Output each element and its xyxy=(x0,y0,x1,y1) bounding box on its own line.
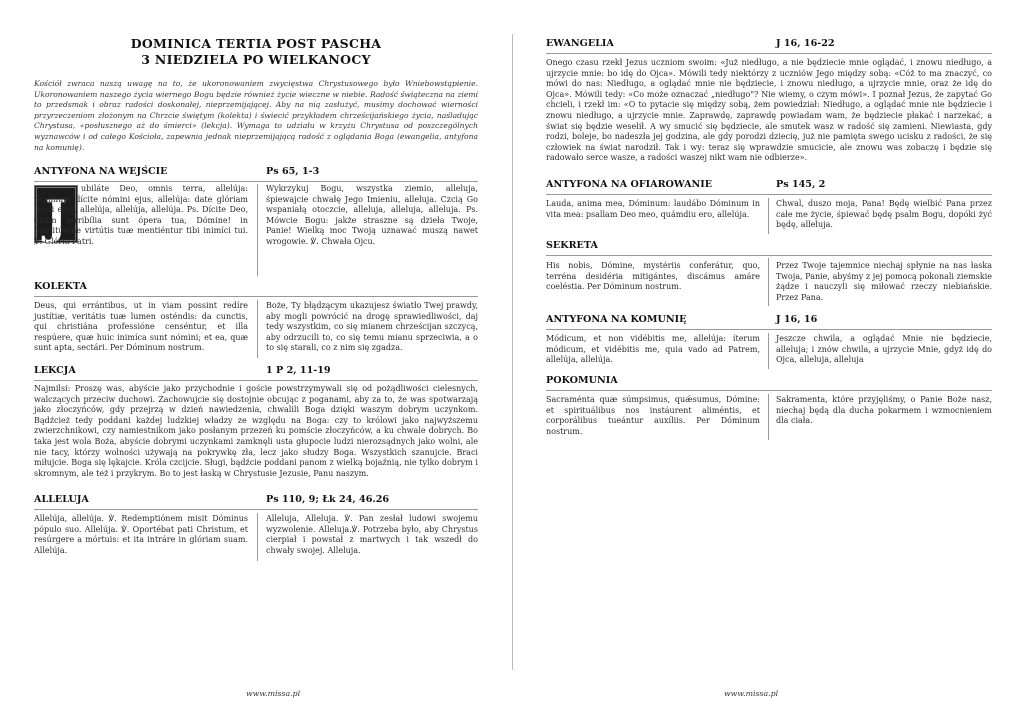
alleluia-polish: Alleluja, Alleluja. ℣. Pan zesłał ludowi swojemu wyzwolenie. Alleluja.℣. Potrzeba było, aby Chrystus cierpiał i powstał z martwych i tak wszedł do chwały swojej. Alleluja. xyxy=(266,514,478,555)
postcommunion-heading: POKOMUNIA xyxy=(546,375,618,386)
column-divider xyxy=(257,513,258,561)
offertory-ref: Ps 145, 2 xyxy=(776,179,826,190)
divider xyxy=(546,329,992,330)
footer-link[interactable]: www.missa.pl xyxy=(246,689,301,698)
divider xyxy=(34,296,478,297)
offertory-heading: ANTYFONA NA OFIAROWANIE xyxy=(546,179,713,190)
collect-heading: KOLEKTA xyxy=(34,281,87,292)
gospel-heading: EWANGELIA xyxy=(546,38,614,49)
communion-heading: ANTYFONA NA KOMUNIĘ xyxy=(546,314,687,325)
footer-link[interactable]: www.missa.pl xyxy=(724,689,779,698)
column-divider xyxy=(768,198,769,234)
secret-polish: Przez Twoje tajemnice niechaj spłynie na nas łaska Twoja, Panie, abyśmy z jej pomocą pokonali ziemskie żądze i nauczyli się miłować rzeczy niebiańskie. Przez Pana. xyxy=(776,261,992,302)
introit-latin: ubiláte Deo, omnis terra, allelúja: psalmum dícite nómini ejus, allelúja: date glóriam laudi ejus, allelúja, allelúja, allelúja. Ps. Dícite Deo, quam terribília sunt ópera tua, Dómine! in multitúdine virtútis tuæ mentiéntur tibi inimíci tui. ℣. Glória Patri. xyxy=(34,184,248,246)
secret-latin: His nobis, Dómine, mystériis conferátur, quo, terréna desidéria mitigántes, discámus amáre coeléstia. Per Dóminum nostrum. xyxy=(546,261,760,292)
divider xyxy=(546,390,992,391)
right-page xyxy=(512,0,1024,724)
alleluia-heading: ALLELUJA xyxy=(34,494,89,505)
postcommunion-latin: Sacraménta quæ súmpsimus, quǽsumus, Dómine: et spirituálibus nos instáurent aliméntis, et corporálibus tueántur auxíliis. Per Dóminum nostrum. xyxy=(546,395,760,436)
divider xyxy=(34,509,478,510)
divider xyxy=(34,380,478,381)
divider xyxy=(546,194,992,195)
decorated-initial-icon: J xyxy=(34,185,78,243)
offertory-polish: Chwal, duszo moja, Pana! Będę wielbić Pana przez całe me życie, śpiewać będę psalm Bogu, dopóki żyć będę, alleluja. xyxy=(776,199,992,230)
column-divider xyxy=(768,333,769,369)
secret-heading: SEKRETA xyxy=(546,240,598,251)
lesson-ref: 1 P 2, 11-19 xyxy=(266,365,331,376)
collect-polish: Boże, Ty błądzącym ukazujesz światło Twej prawdy, aby mogli powrócić na drogę sprawiedliwości, daj tedy wszystkim, co się mianem chrześcijan szczycą, aby odrzucili to, co się temu mianu sprzeciwia, a o to się starali, co z nim się zgadza. xyxy=(266,301,478,353)
communion-latin: Módicum, et non vidébitis me, allelúja: íterum módicum, et vidébitis me, quia vado ad Patrem, allelúja, allelúja. xyxy=(546,334,760,365)
divider xyxy=(546,255,992,256)
collect-latin: Deus, qui errántibus, ut in viam possint redíre justítiæ, veritátis tuæ lumen osténdis: da cunctis, qui christiána professióne censéntur, et illa respúere, quæ huic inimíca sunt nómini; et ea, quæ sunt apta, sectári. Per Dóminum nostrum. xyxy=(34,301,248,353)
column-divider xyxy=(768,258,769,306)
column-divider xyxy=(257,184,258,276)
divider xyxy=(546,53,992,54)
column-divider xyxy=(768,394,769,440)
divider xyxy=(34,181,478,182)
column-divider xyxy=(257,300,258,358)
lesson-heading: LEKCJA xyxy=(34,365,76,376)
gospel-ref: J 16, 16-22 xyxy=(776,38,835,49)
offertory-latin: Lauda, anima mea, Dóminum: laudábo Dóminum in vita mea: psallam Deo meo, quámdiu ero, allelúja. xyxy=(546,199,760,219)
introit-ref: Ps 65, 1-3 xyxy=(266,166,320,177)
gospel-text: Onego czasu rzekł Jezus uczniom swoim: «Już niedługo, a nie będziecie mnie oglądać, i znowu niedługo, a ujrzycie mnie: bo idę do Ojca». Mówili tedy niektórzy z uczniów Jego między sobą: «Cóż to ma znaczyć, co mówi do nas: Niedługo, a oglądać mnie nie będziecie, i znowu niedługo, a ujrzycie mnie, oraz że idę do Ojca». Mówili tedy: «Co może oznaczać „niedługo"? Nie wiemy, o czym mówi». I poznał Jezus, że zapytać Go chcieli, i rzekł im: «O to pytacie się między sobą, żem powiedział: Niedługo, a oglądać mnie nie będziecie i znowu niedługo, a ujrzycie mnie. Zaprawdę, zaprawdę powiadam wam, że będziecie płakać i narzekać, a świat się będzie weselił. A wy smucić się będziecie, ale smutek wasz w radość się zamieni. Niewiasta, gdy rodzi, boleje, bo nadeszła jej godzina, ale gdy porodzi dziecię, już nie pamięta swego ucisku z radości, że się człowiek na świat narodził. Tak i wy: teraz się wprawdzie smucicie, ale znowu was zobaczę i będzie się radowało serce wasze, a radości waszej nikt wam nie odbierze». xyxy=(546,58,992,163)
page-title: DOMINICA TERTIA POST PASCHA xyxy=(130,36,382,51)
communion-ref: J 16, 16 xyxy=(776,314,818,325)
communion-polish: Jeszcze chwila, a oglądać Mnie nie będziecie, alleluja; i znów chwila, a ujrzycie Mnie, gdyż idę do Ojca, alleluja, alleluja xyxy=(776,334,992,365)
postcommunion-polish: Sakramenta, które przyjęliśmy, o Panie Boże nasz, niechaj będą dla ducha pokarmem i wzmocnieniem dla ciała. xyxy=(776,395,992,426)
introit-polish: Wykrzykuj Bogu, wszystka ziemio, alleluja, śpiewajcie chwałę Jego Imieniu, alleluja. Czcią Go wspaniałą otoczcie, alleluja, alleluja, alleluja. Ps. Mówcie Bogu: jakże straszne są dzieła Twoje, Panie! Wielką moc Twoją uznawać muszą nawet wrogowie. ℣. Chwała Ojcu. xyxy=(266,184,478,246)
alleluia-latin: Allelúja, allelúja. ℣. Redemptiónem misit Dóminus pópulo suo. Allelúja. ℣. Oportébat pati Christum, et resúrgere a mórtuis: et ita intráre in glóriam suam. Allelúja. xyxy=(34,514,248,555)
alleluia-ref: Ps 110, 9; Łk 24, 46.26 xyxy=(266,494,390,505)
page-subtitle: 3 NIEDZIELA PO WIELKANOCY xyxy=(141,52,371,67)
lesson-text: Najmilsi: Proszę was, abyście jako przychodnie i goście powstrzymywali się od pożądliwości cielesnych, walczących przeciw duchowi. Zachowujcie się dostojnie obcując z poganami, aby za to, że was spotwarzają jako złoczyńców, gdy przejrzą w dzień nawiedzenia, chwalili Boga dzięki waszym dobrym uczynkom. Bądźcież tedy poddani każdej ludzkiej władzy ze względu na Boga: czy to królowi jako najwyższemu zwierzchnikowi, czy namiestnikom jako posłanym przezeń ku pomście złoczyńców, a ku chwale dobrych. Bo taka jest wola Boża, abyście dobrymi uczynkami zamknęli usta głupocie ludzi nierozsądnych jako wolni, ale nie tacy, którzy wolności używają na pokrywkę zła, lecz jako słudzy Boga. Wszystkich szanujcie. Braci miłujcie. Boga się lękajcie. Króla czcijcie. Sługi, bądźcie poddani panom z wielką bojaźnią, nie tylko dobrym i skromnym, ale też i przykrym. Bo to jest łaską w Chrystusie Jezusie, Panu naszym. xyxy=(34,384,478,478)
intro-text: Kościół zwraca naszą uwagę na to, że ukoronowaniem zwycięstwa Chrystusowego było Wniebowstąpienie. Ukoronowaniem naszego życia wiernego Bogu będzie również życie wieczne w niebie. Radość świąteczna na ziemi to przedsmak i obraz radości doskonałej, nieprzemijającej. Aby na nią zasłużyć, musimy dochować wierności przyrzeczeniom złożonym na Chrzcie świętym (kolekta) i świecić przykładem chrześcijańskiego życia, naśladując Chrystusa, «posłusznego aż do śmierci» (lekcja). Wymaga to udziału w krzyżu Chrystusa od poszczególnych wyznawców i od całego Kościoła, zapewnia jednak nieprzemijającą radość z oglądania Boga (ewangelia, antyfona na komunię). xyxy=(34,79,478,152)
introit-heading: ANTYFONA NA WEJŚCIE xyxy=(34,166,168,177)
